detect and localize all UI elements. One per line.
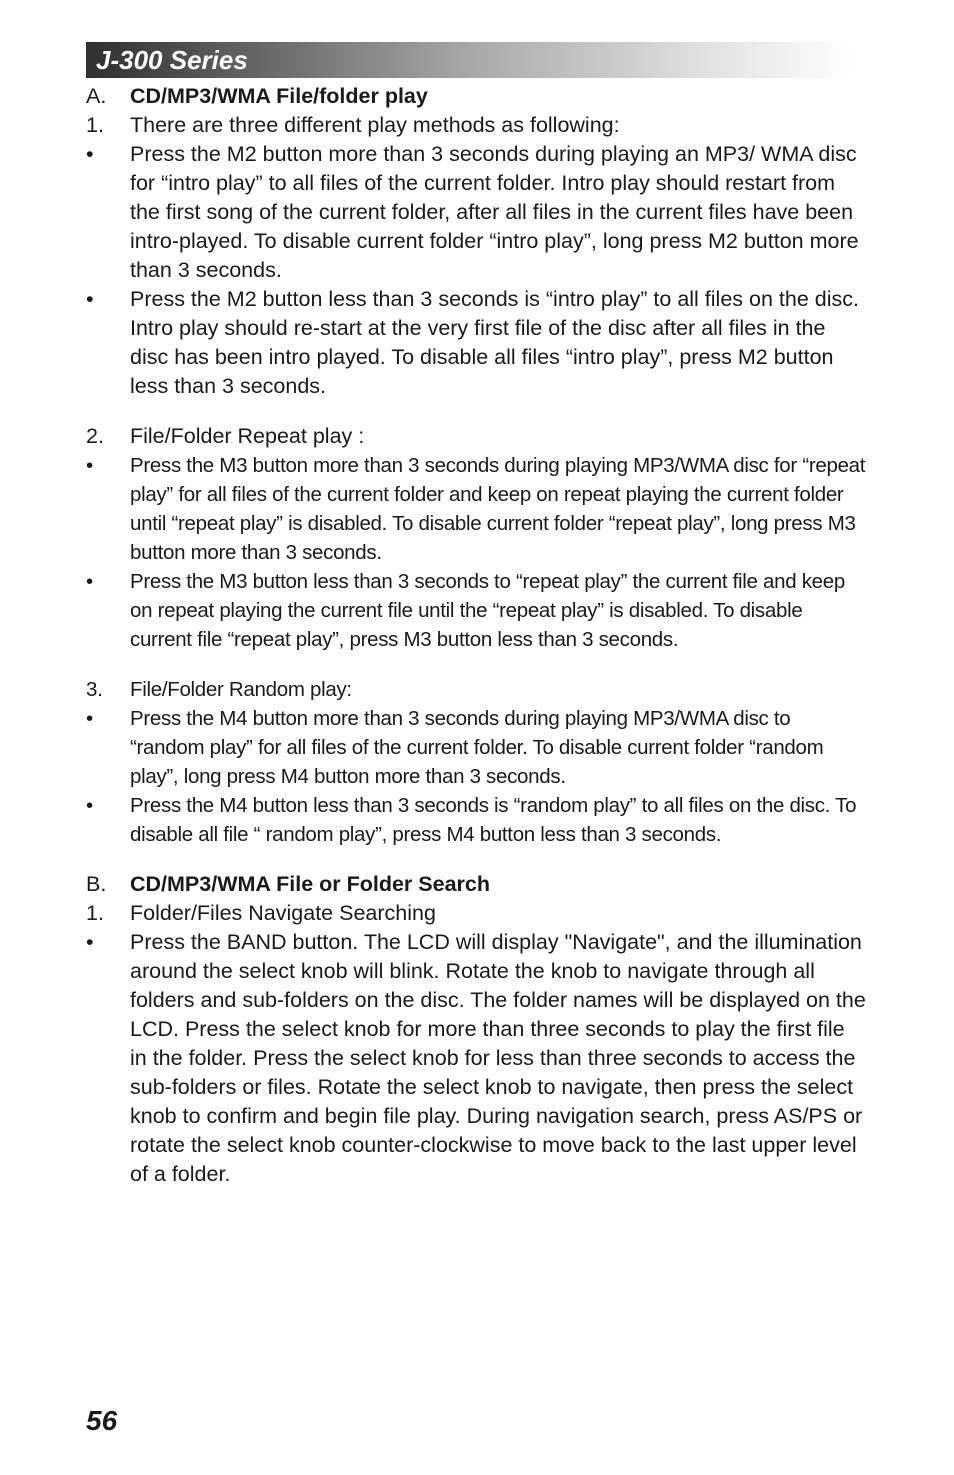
- section-marker: B.: [86, 872, 107, 896]
- spacer: [86, 401, 866, 422]
- item-marker: 3.: [86, 678, 103, 701]
- page-number: 56: [86, 1405, 118, 1436]
- manual-content: [86, 82, 866, 1189]
- spacer: [86, 654, 866, 675]
- item-text: File/Folder Repeat play :: [130, 424, 365, 448]
- bullet-marker: •: [86, 707, 93, 730]
- list-item: [86, 928, 866, 1189]
- section-title: CD/MP3/WMA File or Folder Search: [130, 872, 490, 896]
- item-text: Folder/Files Navigate Searching: [130, 901, 436, 925]
- bullet-marker: •: [86, 287, 94, 311]
- list-item: [86, 422, 866, 451]
- list-item: [86, 704, 866, 791]
- list-item: [86, 791, 866, 849]
- item-marker: 1.: [86, 113, 104, 137]
- item-text: Press the BAND button. The LCD will display "Navigate", and the illumination around the select knob will blink. Rotate the knob to navigate through all folders and sub-folders on the disc. The folder names will be displayed on the LCD. Press the select knob for more than three seconds to play the first file in the folder. Press the select knob for less than three seconds to access the sub-folders or files. Rotate the select knob to navigate, then press the select knob to confirm and begin file play. During navigation search, press AS/PS or rotate the select knob counter-clockwise to move back to the last upper level of a folder.: [130, 930, 866, 1186]
- bullet-marker: •: [86, 930, 94, 954]
- item-text: Press the M3 button more than 3 seconds during playing MP3/WMA disc for “repeat play” for all files of the current folder and keep on repeat playing the current folder until “repeat play” is disabled. To disable current folder “repeat play”, long press M3 button more than 3 seconds.: [130, 454, 866, 564]
- item-text: File/Folder Random play:: [130, 678, 352, 701]
- bullet-marker: •: [86, 794, 93, 817]
- list-item: [86, 567, 866, 654]
- item-text: Press the M2 button more than 3 seconds during playing an MP3/ WMA disc for “intro play” to all files of the current folder. Intro play should restart from the first song of the current folder, after all files in the current files have been intro-played. To disable current folder “intro play”, long press M2 button more than 3 seconds.: [130, 142, 859, 282]
- bullet-marker: •: [86, 454, 93, 477]
- list-item: [86, 111, 866, 140]
- item-text: Press the M4 button less than 3 seconds is “random play” to all files on the disc. To disable all file “ random play”, press M4 button less than 3 seconds.: [130, 794, 857, 846]
- list-item: [86, 140, 866, 285]
- item-text: Press the M2 button less than 3 seconds is “intro play” to all files on the disc. Intro play should re-start at the very first file of the disc after all files in the disc has been intro played. To disable all files “intro play”, press M2 button less than 3 seconds.: [130, 287, 859, 398]
- item-text: Press the M4 button more than 3 seconds during playing MP3/WMA disc to “random play” for all files of the current folder. To disable current folder “random play”, long press M4 button more than 3 seconds.: [130, 707, 824, 788]
- bullet-marker: •: [86, 570, 93, 593]
- section-a-heading: [86, 82, 866, 111]
- series-title: J-300 Series: [96, 45, 248, 75]
- bullet-marker: •: [86, 142, 94, 166]
- list-item: [86, 451, 866, 567]
- list-item: [86, 899, 866, 928]
- section-b-heading: [86, 870, 866, 899]
- item-marker: 1.: [86, 901, 104, 925]
- section-marker: A.: [86, 84, 107, 108]
- header-bar: [86, 42, 856, 78]
- item-marker: 2.: [86, 424, 104, 448]
- spacer: [86, 849, 866, 870]
- section-title: CD/MP3/WMA File/folder play: [130, 84, 428, 108]
- list-item: [86, 675, 866, 704]
- list-item: [86, 285, 866, 401]
- item-text: There are three different play methods as following:: [130, 113, 620, 137]
- item-text: Press the M3 button less than 3 seconds to “repeat play” the current file and keep on repeat playing the current file until the “repeat play” is disabled. To disable current file “repeat play”, press M3 button less than 3 seconds.: [130, 570, 845, 651]
